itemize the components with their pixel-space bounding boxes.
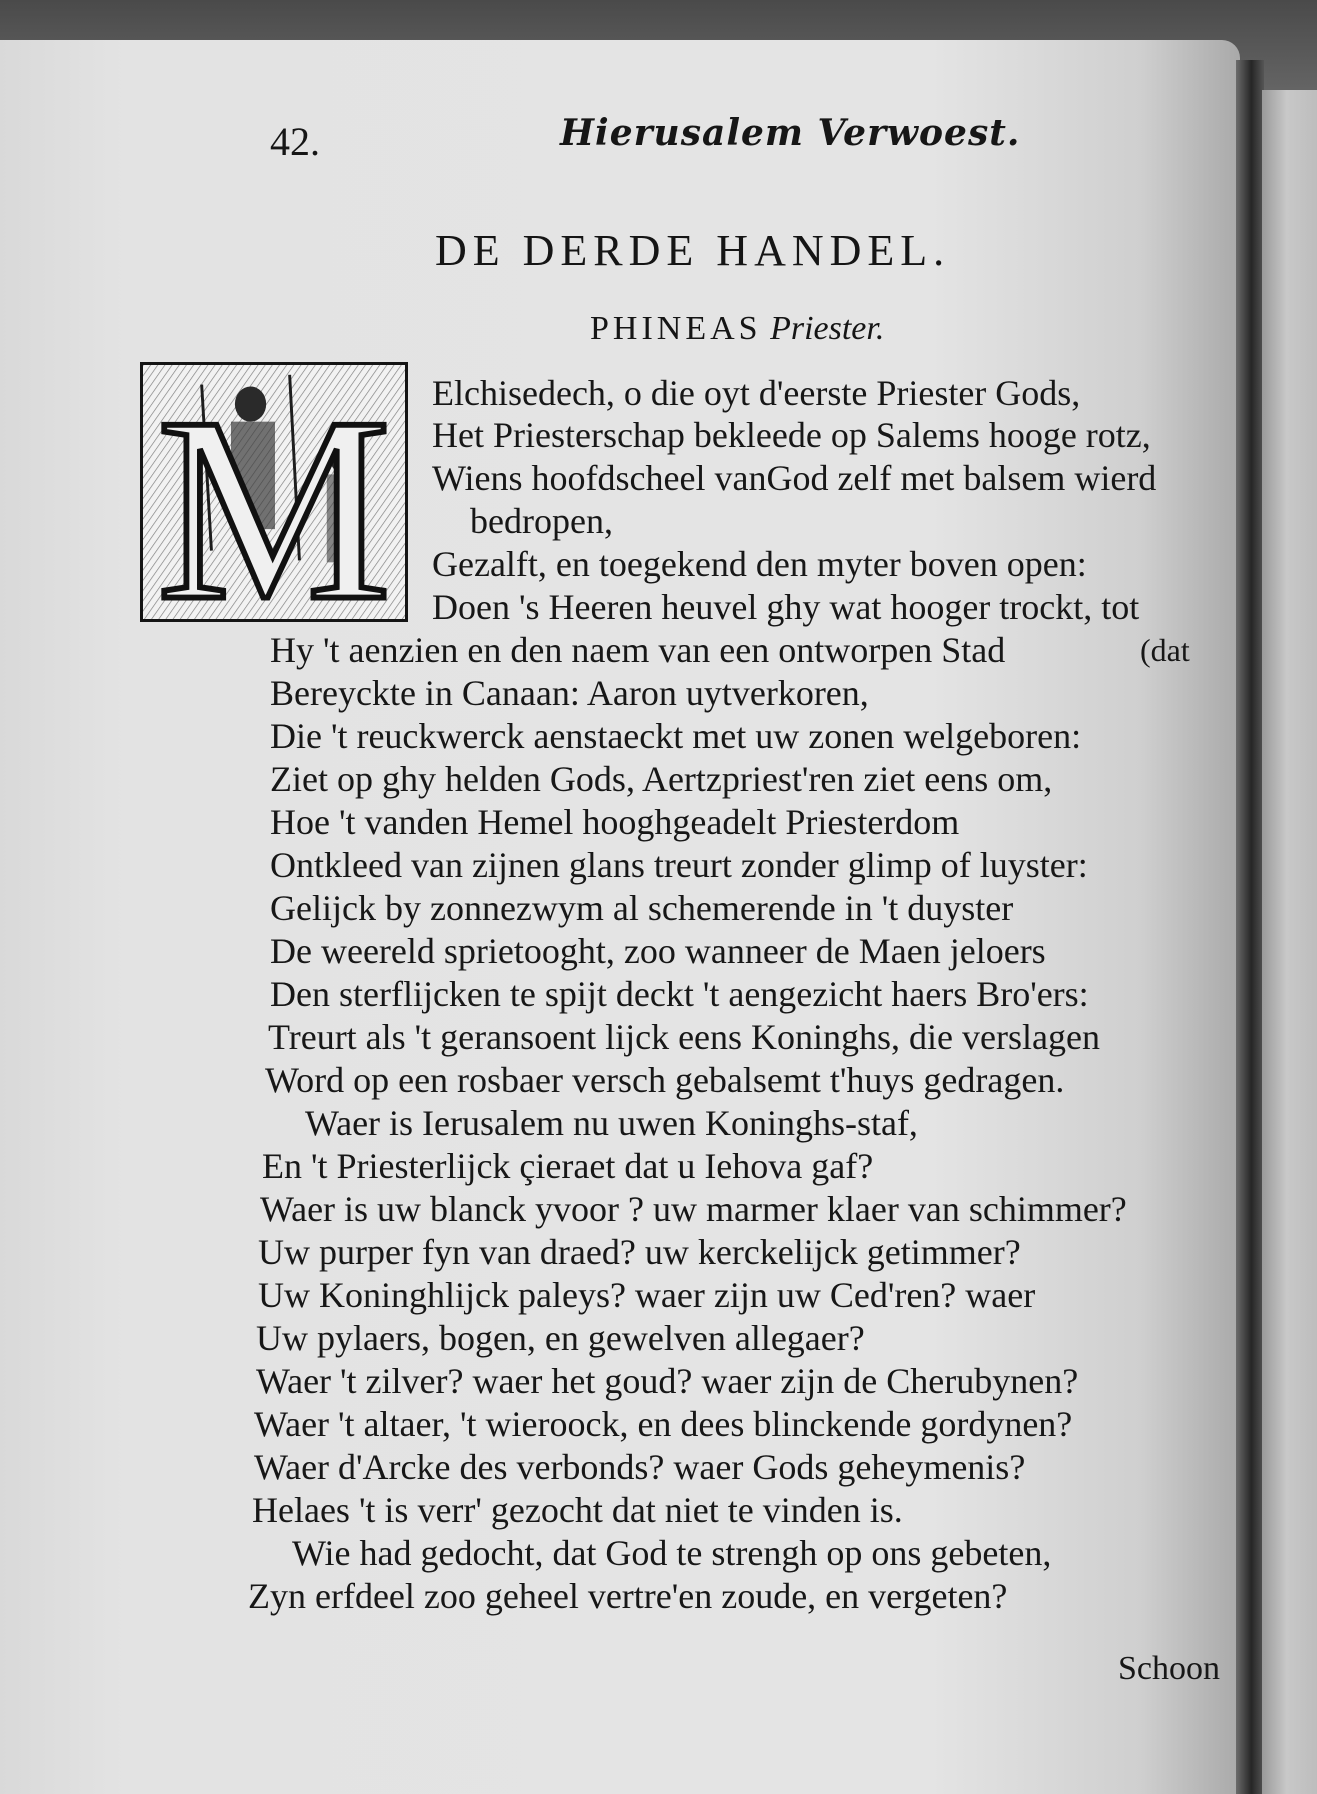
speaker-heading [590,310,884,348]
verse-line: Treurt als 't geransoent lijck eens Koninghs, die verslagen [268,1017,1100,1057]
verse-line: bedropen, [470,501,613,541]
woodcut-initial-m-icon [140,362,408,622]
verse-line: Uw Koninghlijck paleys? waer zijn uw Ced'ren? waer [258,1275,1036,1315]
verse-line: Bereyckte in Canaan: Aaron uytverkoren, [270,673,869,713]
facing-page-edge [1262,90,1317,1794]
verse-line: Gelijck by zonnezwym al schemerende in 't duyster [270,888,1014,928]
verse-line: Wie had gedocht, dat God te strengh op ons gebeten, [292,1533,1052,1573]
verse-line-turnover: (dat [1140,632,1190,668]
verse-line: Waer d'Arcke des verbonds? waer Gods geheymenis? [254,1447,1026,1487]
verse-line: Die 't reuckwerck aenstaeckt met uw zonen welgeboren: [270,716,1082,756]
verse-line: Hoe 't vanden Hemel hooghgeadelt Priesterdom [270,802,960,842]
verse-line: Waer 't altaer, 't wieroock, en dees blinckende gordynen? [254,1404,1073,1444]
verse-line: Word op een rosbaer versch gebalsemt t'huys gedragen. [265,1060,1065,1100]
verse-line: Waer is Ierusalem nu uwen Koninghs-staf, [305,1103,918,1143]
page-number: 42. [270,119,320,164]
verse-line: Doen 's Heeren heuvel ghy wat hooger trockt, tot [432,587,1140,627]
verse-line: Waer 't zilver? waer het goud? waer zijn de Cherubynen? [256,1361,1079,1401]
verse-line: Helaes 't is verr' gezocht dat niet te vinden is. [252,1490,903,1530]
verse-line: Uw purper fyn van draed? uw kerckelijck getimmer? [258,1232,1021,1272]
running-head: Hierusalem Verwoest. [560,112,1021,154]
verse-line: De weereld sprietooght, zoo wanneer de Maen jeloers [270,931,1046,971]
verse-line: Uw pylaers, bogen, en gewelven allegaer? [256,1318,865,1358]
verse-line: Elchisedech, o die oyt d'eerste Priester Gods, [432,373,1081,413]
verse-line: Zyn erfdeel zoo geheel vertre'en zoude, en vergeten? [248,1576,1008,1616]
verse-line: Den sterflijcken te spijt deckt 't aengezicht haers Bro'ers: [270,974,1089,1014]
verse-line: En 't Priesterlijck çieraet dat u Iehova gaf? [262,1146,874,1186]
verse-line: Gezalft, en toegekend den myter boven open: [432,544,1087,584]
verse-line: Ontkleed van zijnen glans treurt zonder glimp of luyster: [270,845,1088,885]
verse-line: Waer is uw blanck yvoor ? uw marmer klaer van schimmer? [260,1189,1127,1229]
svg-text:M: M [156,365,392,619]
verse-line: Hy 't aenzien en den naem van een ontworpen Stad [270,630,1006,670]
book-gutter [1236,60,1264,1794]
act-title: DE DERDE HANDEL. [435,226,951,275]
speaker-name: PHINEAS [590,310,762,347]
catchword: Schoon [1118,1650,1220,1687]
verse-line: Het Priesterschap bekleede op Salems hooge rotz, [432,415,1151,455]
speaker-role: Priester. [770,310,885,347]
verse-line: Wiens hoofdscheel vanGod zelf met balsem wierd [432,458,1157,498]
verse-line: Ziet op ghy helden Gods, Aertzpriest'ren ziet eens om, [270,759,1053,799]
